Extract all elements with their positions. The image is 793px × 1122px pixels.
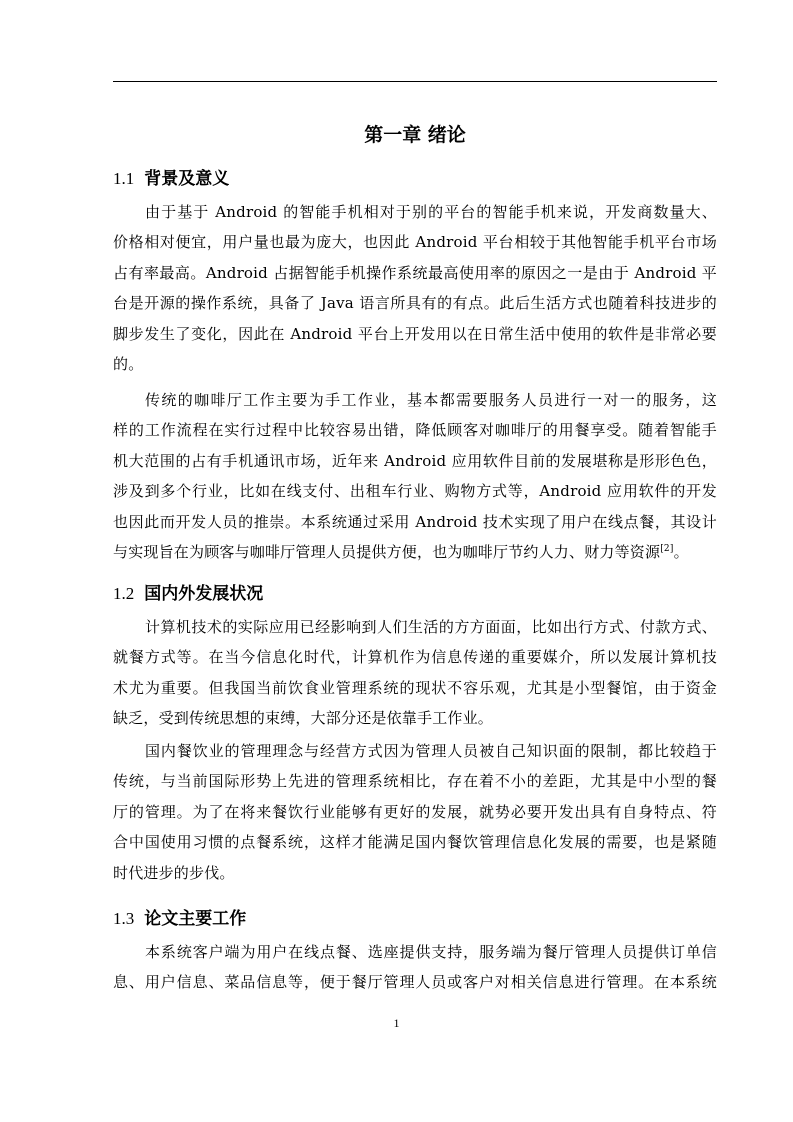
- text-line: 国内餐饮业的管理理念与经营方式因为管理人员被自己知识面的限制，都比较趋于: [145, 742, 717, 760]
- paragraph: [113, 385, 717, 567]
- text-line: 样的工作流程在实行过程中比较容易出错，降低顾客对咖啡厅的用餐享受。随着智能手: [113, 421, 717, 440]
- paragraph: [113, 736, 717, 888]
- section-number: 1.3: [113, 909, 135, 928]
- text-line: 占有率最高。Android 占据智能手机操作系统最高使用率的原因之一是由于 Android 平: [113, 263, 717, 282]
- text-line: [113, 537, 717, 567]
- text-line: 也因此而开发人员的推崇。本系统通过采用 Android 技术实现了用户在线点餐，其设计: [113, 512, 717, 531]
- text-line: 机大范围的占有手机通讯市场，近年来 Android 应用软件目前的发展堪称是形形色色，: [113, 451, 717, 470]
- text-line: 计算机技术的实际应用已经影响到人们生活的方方面面，比如出行方式、付款方式、: [145, 618, 717, 636]
- text-line: 就餐方式等。在当今信息化时代，计算机作为信息传递的重要媒介，所以发展计算机技: [113, 648, 717, 667]
- section-title: 背景及意义: [144, 169, 230, 189]
- text-line: 由于基于 Android 的智能手机相对于别的平台的智能手机来说，开发商数量大、: [145, 203, 717, 221]
- text-line: 息、用户信息、菜品信息等，便于餐厅管理人员或客户对相关信息进行管理。在本系统: [113, 973, 717, 992]
- text-line: 台是开源的操作系统，具备了 Java 语言所具有的有点。此后生活方式也随着科技进步的: [113, 294, 717, 313]
- paragraph: [113, 612, 717, 734]
- text-line: 价格相对便宜，用户量也最为庞大，也因此 Android 平台相较于其他智能手机平台市场: [113, 233, 717, 252]
- section-heading-1-1: [113, 164, 229, 189]
- text-line: 术尤为重要。但我国当前饮食业管理系统的现状不容乐观，尤其是小型餐馆，由于资金: [113, 678, 717, 697]
- text-line: 的。: [113, 355, 144, 374]
- section-title: 国内外发展状况: [144, 584, 264, 604]
- paragraph: [113, 937, 717, 998]
- section-heading-1-3: [113, 904, 246, 929]
- text-line: 本系统客户端为用户在线点餐、选座提供支持，服务端为餐厅管理人员提供订单信: [145, 943, 717, 961]
- text-line: 缺乏，受到传统思想的束缚，大部分还是依靠手工作业。: [113, 709, 494, 728]
- section-heading-1-2: [113, 579, 263, 604]
- page-number: 1: [393, 1016, 400, 1030]
- text-line: 传统的咖啡厅工作主要为手工作业，基本都需要服务人员进行一对一的服务，这: [145, 391, 717, 409]
- text-line: 涉及到多个行业，比如在线支付、出租车行业、购物方式等，Android 应用软件的开发: [113, 482, 717, 501]
- citation: [2]: [660, 544, 674, 555]
- section-title: 论文主要工作: [144, 909, 247, 929]
- section-number: 1.1: [113, 169, 135, 188]
- chapter-title: 第一章 绪论: [364, 124, 466, 146]
- text-line: 厅的管理。为了在将来餐饮行业能够有更好的发展，就势必要开发出具有自身特点、符: [113, 802, 717, 821]
- text-line: 合中国使用习惯的点餐系统，这样才能满足国内餐饮管理信息化发展的需要，也是紧随: [113, 833, 717, 852]
- text-line: 传统，与当前国际形势上先进的管理系统相比，存在着不小的差距，尤其是中小型的餐: [113, 772, 717, 791]
- text-segment: 。: [673, 543, 689, 562]
- text-line: 时代进步的步伐。: [113, 863, 235, 882]
- text-line: 脚步发生了变化，因此在 Android 平台上开发用以在日常生活中使用的软件是非常必要: [113, 324, 717, 343]
- text-segment: 与实现旨在为顾客与咖啡厅管理人员提供方便，也为咖啡厅节约人力、财力等资源: [113, 543, 661, 562]
- header-rule: [113, 81, 717, 82]
- section-number: 1.2: [113, 584, 135, 603]
- paragraph: [113, 197, 717, 379]
